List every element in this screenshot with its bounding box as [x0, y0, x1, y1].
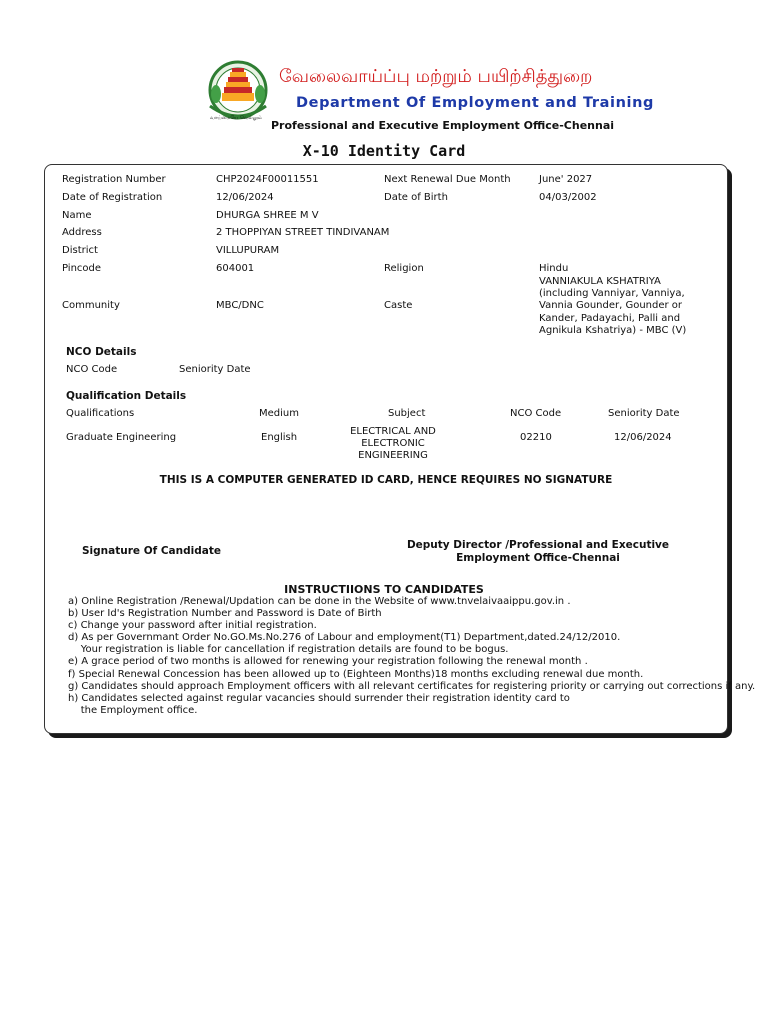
instruction-item: d) As per Governmant Order No.GO.Ms.No.276 of Labour and employment(T1) Department,dated.24/12/2010.: [68, 632, 621, 644]
instruction-item: the Employment office.: [68, 704, 198, 716]
instructions-list: [68, 596, 756, 717]
computer-generated-notice: THIS IS A COMPUTER GENERATED ID CARD, HENCE REQUIRES NO SIGNATURE: [159, 474, 613, 486]
tamil-department-title: வேலைவாய்ப்பு மற்றும் பயிற்சித்துறை: [279, 66, 593, 87]
instructions-title: INSTRUCTIIONS TO CANDIDATES: [284, 583, 484, 596]
qualification-details-heading: Qualification Details: [66, 390, 187, 402]
instruction-item: c) Change your password after initial registration.: [68, 620, 317, 632]
nco-seniority-label: Seniority Date: [179, 364, 251, 375]
subject-column-header: Subject: [388, 408, 426, 419]
nco-details-heading: NCO Details: [66, 346, 137, 358]
nco-code-cell: 02210: [520, 432, 552, 443]
subject-cell: ELECTRICAL AND ELECTRONIC ENGINEERING: [350, 426, 436, 462]
seniority-date-cell: 12/06/2024: [614, 432, 672, 443]
department-title: Department Of Employment and Training: [296, 95, 655, 111]
card-title: X-10 Identity Card: [302, 142, 466, 160]
seniority-date-column-header: Seniority Date: [608, 408, 680, 419]
district-label: District: [62, 245, 98, 256]
instruction-item: a) Online Registration /Renewal/Updation can be done in the Website of www.tnvelaivaaippu.gov.in .: [68, 596, 571, 607]
registration-number-value: CHP2024F00011551: [216, 174, 319, 185]
emblem-motto: வாய்மையே வெல்லும்: [210, 115, 262, 121]
date-of-birth-value: 04/03/2002: [539, 192, 597, 203]
instruction-item: g) Candidates should approach Employment officers with all relevant certificates for registering priority or carrying out corrections if any.: [68, 680, 756, 692]
religion-value: Hindu: [539, 263, 569, 274]
candidate-signature-label: Signature Of Candidate: [82, 545, 221, 557]
qualification-column-header: Qualifications: [66, 408, 135, 419]
office-title: Professional and Executive Employment Office-Chennai: [271, 119, 615, 132]
caste-label: Caste: [384, 300, 413, 311]
medium-cell: English: [261, 432, 298, 443]
pincode-label: Pincode: [62, 263, 102, 274]
nco-code-label: NCO Code: [66, 364, 118, 375]
instruction-item: e) A grace period of two months is allowed for renewing your registration following the renewal month .: [68, 656, 588, 668]
qualification-cell: Graduate Engineering: [66, 432, 177, 443]
renewal-due-label: Next Renewal Due Month: [384, 174, 511, 185]
renewal-due-value: June' 2027: [539, 174, 593, 185]
name-label: Name: [62, 210, 92, 221]
community-value: MBC/DNC: [216, 300, 264, 311]
registration-date-value: 12/06/2024: [216, 192, 274, 203]
instruction-item: b) User Id's Registration Number and Password is Date of Birth: [68, 608, 382, 620]
pincode-value: 604001: [216, 263, 255, 274]
community-label: Community: [62, 300, 120, 311]
date-of-birth-label: Date of Birth: [384, 192, 448, 203]
instruction-item: Your registration is liable for cancellation if registration details are found to be bogus.: [68, 644, 509, 656]
caste-value: VANNIAKULA KSHATRIYA (including Vanniyar, Vanniya, Vannia Gounder, Gounder or Kander, Padayachi, Palli and Agnikula Kshatriya) - MBC (V): [539, 276, 687, 336]
address-label: Address: [62, 227, 102, 238]
district-value: VILLUPURAM: [216, 245, 280, 256]
name-value: DHURGA SHREE M V: [216, 210, 319, 221]
nco-code-column-header: NCO Code: [510, 408, 562, 419]
religion-label: Religion: [384, 263, 424, 274]
instruction-item: h) Candidates selected against regular vacancies should surrender their registration identity card to: [68, 692, 570, 704]
officer-signature-label: Deputy Director /Professional and Executive Employment Office-Chennai: [406, 539, 670, 564]
instruction-item: f) Special Renewal Concession has been allowed up to (Eighteen Months)18 months excluding renewal due month.: [68, 668, 644, 680]
medium-column-header: Medium: [259, 408, 299, 419]
address-value: 2 THOPPIYAN STREET TINDIVANAM: [216, 227, 390, 238]
registration-number-label: Registration Number: [62, 174, 166, 185]
registration-date-label: Date of Registration: [62, 192, 163, 203]
